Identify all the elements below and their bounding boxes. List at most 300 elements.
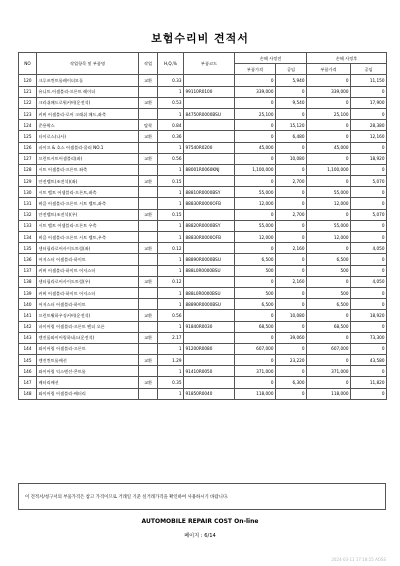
- row-work: 교환: [139, 332, 158, 343]
- row-part-price-before: 55,000: [235, 187, 276, 198]
- row-part-price-after: 45,000: [307, 142, 351, 153]
- row-no: 126: [19, 142, 37, 153]
- row-part-price-before: 0: [235, 131, 276, 142]
- row-part-price-before: 0: [235, 310, 276, 321]
- row-labor-after: 0: [351, 343, 387, 354]
- row-labor-before: 0: [276, 388, 307, 399]
- row-work: 교환: [139, 75, 158, 86]
- row-part-price-before: 371,000: [235, 366, 276, 377]
- table-row: [19, 254, 387, 265]
- header-part-price-before: 부품가격: [235, 64, 276, 75]
- row-hq: 1: [158, 187, 184, 198]
- row-part-price-before: 0: [235, 276, 276, 287]
- row-part-price-after: 0: [307, 120, 351, 131]
- row-part-price-after: 500: [307, 287, 351, 298]
- row-part-code: 91410R0050: [184, 366, 235, 377]
- row-no: 140: [19, 299, 37, 310]
- row-work: 교환: [139, 209, 158, 220]
- row-work: [139, 388, 158, 399]
- row-part-code: [184, 310, 235, 321]
- row-hq: 0.84: [158, 120, 184, 131]
- row-labor-after: 0: [351, 198, 387, 209]
- row-work: [139, 142, 158, 153]
- row-item: 유니트.어셈블리-프론트 레이더: [37, 86, 139, 97]
- row-item: 와이어링 어셈블리-배터리: [37, 388, 139, 399]
- row-part-code: 84750R0000BSU: [184, 108, 235, 119]
- row-part-code: [184, 276, 235, 287]
- row-labor-after: 0: [351, 388, 387, 399]
- row-hq: 0.53: [158, 97, 184, 108]
- row-labor-before: 0: [276, 287, 307, 298]
- row-labor-after: 0: [351, 164, 387, 175]
- row-item: 와이어링 익스텐션-콘트롤: [37, 366, 139, 377]
- row-labor-after: 17,900: [351, 97, 387, 108]
- row-labor-after: 4,050: [351, 243, 387, 254]
- row-part-code: 99110R0100: [184, 86, 235, 97]
- row-part-code: 91850R0040: [184, 388, 235, 399]
- document-title: 보험수리비 견적서: [151, 32, 249, 45]
- header-part-code: 부품코드: [184, 53, 235, 75]
- header-no: NO: [19, 53, 37, 75]
- row-item: 프런트시트어셈블리(좌): [37, 153, 139, 164]
- row-part-price-after: 55,000: [307, 220, 351, 231]
- row-part-price-after: 500: [307, 265, 351, 276]
- table-row: [19, 97, 387, 108]
- row-item: 엔진컨트롤배선: [37, 355, 139, 366]
- row-item: 준용왁스: [37, 120, 139, 131]
- row-item: 시트 어셈블리-프론트 좌측: [37, 164, 139, 175]
- header-before-assessment: 손해 사정전: [235, 53, 307, 64]
- row-no: 128: [19, 164, 37, 175]
- row-hq: 1.29: [158, 355, 184, 366]
- row-part-code: 91840R0030: [184, 321, 235, 332]
- table-body: [19, 75, 387, 399]
- row-part-price-before: 25,100: [235, 108, 276, 119]
- row-part-code: [184, 120, 235, 131]
- table-row: [19, 276, 387, 287]
- table-row: [19, 332, 387, 343]
- row-labor-after: 11,820: [351, 377, 387, 388]
- row-no: 139: [19, 287, 37, 298]
- row-part-code: [184, 97, 235, 108]
- row-part-price-after: 0: [307, 153, 351, 164]
- row-work: 교환: [139, 97, 158, 108]
- row-part-price-after: 0: [307, 209, 351, 220]
- row-part-price-after: 118,000: [307, 388, 351, 399]
- row-labor-before: 2,700: [276, 209, 307, 220]
- row-part-code: 888L0R0000BSU: [184, 287, 235, 298]
- row-work: 교환: [139, 176, 158, 187]
- row-work: 교환: [139, 310, 158, 321]
- row-work: 교환: [139, 153, 158, 164]
- row-no: 147: [19, 377, 37, 388]
- row-part-price-before: 68,500: [235, 321, 276, 332]
- row-part-price-before: 0: [235, 377, 276, 388]
- row-labor-after: 43,580: [351, 355, 387, 366]
- row-item: 프런트휠하우징커버(운전석): [37, 310, 139, 321]
- row-labor-before: 9,540: [276, 97, 307, 108]
- row-labor-after: 0: [351, 366, 387, 377]
- row-labor-before: 5,940: [276, 75, 307, 86]
- row-hq: 1: [158, 388, 184, 399]
- row-hq: 1: [158, 142, 184, 153]
- row-part-price-after: 0: [307, 243, 351, 254]
- row-labor-before: 15,120: [276, 120, 307, 131]
- row-part-code: 88001R0060KNJ: [184, 164, 235, 175]
- row-work: [139, 254, 158, 265]
- row-part-price-after: 55,000: [307, 187, 351, 198]
- table-row: [19, 176, 387, 187]
- header-labor-after: 공임: [351, 64, 387, 75]
- row-labor-after: 0: [351, 220, 387, 231]
- table-row: [19, 287, 387, 298]
- row-part-code: [184, 176, 235, 187]
- row-item: 크라쉬패드로워커버(운전석): [37, 97, 139, 108]
- table-row: [19, 108, 387, 119]
- row-work: [139, 287, 158, 298]
- row-part-price-before: 607,000: [235, 343, 276, 354]
- row-labor-before: 0: [276, 187, 307, 198]
- table-row: [19, 321, 387, 332]
- row-hq: 1: [158, 254, 184, 265]
- row-no: 120: [19, 75, 37, 86]
- row-work: [139, 86, 158, 97]
- row-labor-after: 4,050: [351, 276, 387, 287]
- row-labor-after: 0: [351, 287, 387, 298]
- row-part-code: 88820R0000BSY: [184, 220, 235, 231]
- row-part-price-after: 0: [307, 97, 351, 108]
- row-work: [139, 366, 158, 377]
- row-item: 버클 어셈블리-프론트 시트 벨트,우측: [37, 232, 139, 243]
- row-work: [139, 187, 158, 198]
- row-hq: 1: [158, 232, 184, 243]
- row-part-price-before: 500: [235, 265, 276, 276]
- row-hq: 0.12: [158, 243, 184, 254]
- row-part-code: 91200R0080: [184, 343, 235, 354]
- row-no: 136: [19, 254, 37, 265]
- row-labor-after: 5,070: [351, 176, 387, 187]
- row-item: 안전벨트(조전석)(우): [37, 209, 139, 220]
- row-work: 교환: [139, 377, 158, 388]
- row-hq: 0.15: [158, 209, 184, 220]
- header-labor-before: 공임: [276, 64, 307, 75]
- row-hq: 1: [158, 265, 184, 276]
- header-after-assessment: 손해 사정후: [307, 53, 387, 64]
- row-no: 130: [19, 187, 37, 198]
- row-part-price-after: 0: [307, 355, 351, 366]
- row-part-price-after: 0: [307, 176, 351, 187]
- row-work: [139, 198, 158, 209]
- row-labor-after: 0: [351, 321, 387, 332]
- table-row: [19, 388, 387, 399]
- row-labor-after: 5,070: [351, 209, 387, 220]
- row-labor-after: 18,920: [351, 310, 387, 321]
- row-part-price-after: 0: [307, 332, 351, 343]
- row-no: 125: [19, 131, 37, 142]
- row-part-code: [184, 131, 235, 142]
- row-part-price-before: 0: [235, 332, 276, 343]
- row-part-price-after: 371,000: [307, 366, 351, 377]
- table-row: [19, 142, 387, 153]
- row-part-price-before: 55,000: [235, 220, 276, 231]
- table-row: [19, 377, 387, 388]
- row-work: [139, 299, 158, 310]
- row-labor-before: 0: [276, 232, 307, 243]
- row-no: 143: [19, 332, 37, 343]
- row-item: 타이로스(나사): [37, 131, 139, 142]
- row-item: 시트 벨트 어셈블리-프론트 우측: [37, 220, 139, 231]
- row-labor-before: 23,220: [276, 355, 307, 366]
- row-no: 132: [19, 209, 37, 220]
- table-row: [19, 299, 387, 310]
- row-labor-before: 2,160: [276, 276, 307, 287]
- row-part-price-after: 12,000: [307, 198, 351, 209]
- row-labor-after: 0: [351, 265, 387, 276]
- row-hq: 1: [158, 108, 184, 119]
- row-hq: 0.15: [158, 176, 184, 187]
- row-part-code: [184, 332, 235, 343]
- header-hq: H,Q,%: [158, 53, 184, 75]
- row-part-price-before: 0: [235, 97, 276, 108]
- page-number: 페이지 : 6/14: [184, 533, 216, 539]
- row-labor-before: 0: [276, 299, 307, 310]
- row-item: 센터필라로어사이드트림(좌): [37, 243, 139, 254]
- row-hq: 0.56: [158, 153, 184, 164]
- row-hq: 0.33: [158, 75, 184, 86]
- row-part-price-before: 45,000: [235, 142, 276, 153]
- row-no: 142: [19, 321, 37, 332]
- row-no: 148: [19, 388, 37, 399]
- header-item: 작업항목 및 부품명: [37, 53, 139, 75]
- row-labor-after: 0: [351, 142, 387, 153]
- header-work: 작업: [139, 53, 158, 75]
- row-item: 파이어링 어셈블리-프론트 펜더 오른: [37, 321, 139, 332]
- row-labor-before: 6,300: [276, 377, 307, 388]
- row-part-code: 88830R0000OFB: [184, 232, 235, 243]
- row-part-code: 888L0R0000BSU: [184, 265, 235, 276]
- row-part-price-after: 339,000: [307, 86, 351, 97]
- table-row: [19, 232, 387, 243]
- row-labor-before: 2,160: [276, 243, 307, 254]
- row-labor-before: 0: [276, 220, 307, 231]
- row-labor-before: 0: [276, 321, 307, 332]
- row-item: 와이어링 어셈블리-프론트: [37, 343, 139, 354]
- row-hq: 1: [158, 198, 184, 209]
- row-item: 어저스터 어셈블리-하이트: [37, 299, 139, 310]
- row-work: 탈착: [139, 120, 158, 131]
- footer-note: 이 견적서/청구서의 부품가격은 참고 가격이므로 거래일 기준 실거래가격을 확인하여 사용하시기 바랍니다.: [18, 483, 386, 510]
- row-item: 커버 어셈블리-로어 크래쉬 패드,좌측: [37, 108, 139, 119]
- row-labor-before: 0: [276, 198, 307, 209]
- row-no: 127: [19, 153, 37, 164]
- row-work: [139, 164, 158, 175]
- row-part-price-after: 607,000: [307, 343, 351, 354]
- row-part-price-after: 0: [307, 75, 351, 86]
- row-hq: 0.56: [158, 310, 184, 321]
- row-hq: 2.17: [158, 332, 184, 343]
- table-row: [19, 164, 387, 175]
- row-no: 144: [19, 343, 37, 354]
- row-part-code: [184, 75, 235, 86]
- row-part-code: [184, 355, 235, 366]
- row-hq: 1: [158, 343, 184, 354]
- table-row: [19, 209, 387, 220]
- table-row: [19, 243, 387, 254]
- row-labor-after: 12,160: [351, 131, 387, 142]
- row-no: 145: [19, 355, 37, 366]
- row-part-price-after: 1,100,000: [307, 164, 351, 175]
- row-hq: 0.35: [158, 377, 184, 388]
- row-hq: 1: [158, 86, 184, 97]
- row-labor-after: 0: [351, 254, 387, 265]
- row-part-code: [184, 243, 235, 254]
- row-work: 교환: [139, 243, 158, 254]
- row-part-price-before: 0: [235, 153, 276, 164]
- row-item: 커버 어셈블리-하이트 어저스터: [37, 265, 139, 276]
- row-labor-before: 2,700: [276, 176, 307, 187]
- row-part-price-before: 12,000: [235, 232, 276, 243]
- row-part-price-after: 0: [307, 310, 351, 321]
- row-no: 135: [19, 243, 37, 254]
- row-part-code: [184, 209, 235, 220]
- row-item: 어저스터 어셈블리-하이트: [37, 254, 139, 265]
- row-part-price-after: 0: [307, 276, 351, 287]
- header-part-price-after: 부품가격: [307, 64, 351, 75]
- row-hq: 1: [158, 164, 184, 175]
- table-row: [19, 355, 387, 366]
- row-work: 교환: [139, 355, 158, 366]
- row-item: 배터리배선: [37, 377, 139, 388]
- row-hq: 1: [158, 299, 184, 310]
- row-hq: 0.12: [158, 276, 184, 287]
- row-part-code: 88810R0000BSY: [184, 187, 235, 198]
- row-part-price-after: 0: [307, 377, 351, 388]
- brand-name: AUTOMOBILE REPAIR COST On-line: [141, 518, 259, 525]
- table-row: [19, 120, 387, 131]
- row-no: 134: [19, 232, 37, 243]
- row-work: [139, 321, 158, 332]
- row-part-price-after: 6,500: [307, 254, 351, 265]
- row-hq: 1: [158, 220, 184, 231]
- row-labor-after: 0: [351, 187, 387, 198]
- row-part-price-after: 12,000: [307, 232, 351, 243]
- table-row: [19, 265, 387, 276]
- row-part-price-before: 500: [235, 287, 276, 298]
- row-labor-before: 0: [276, 164, 307, 175]
- row-work: [139, 232, 158, 243]
- table-row: [19, 187, 387, 198]
- row-labor-after: 0: [351, 232, 387, 243]
- row-hq: 1: [158, 321, 184, 332]
- table-row: [19, 220, 387, 231]
- row-part-price-before: 339,000: [235, 86, 276, 97]
- row-no: 138: [19, 276, 37, 287]
- row-no: 123: [19, 108, 37, 119]
- row-no: 131: [19, 198, 37, 209]
- row-part-price-before: 6,500: [235, 254, 276, 265]
- row-labor-before: 0: [276, 343, 307, 354]
- row-part-price-before: 0: [235, 355, 276, 366]
- row-labor-after: 18,920: [351, 153, 387, 164]
- row-labor-before: 0: [276, 366, 307, 377]
- estimate-table: [18, 52, 387, 400]
- row-work: 교환: [139, 131, 158, 142]
- row-part-price-before: 12,000: [235, 198, 276, 209]
- table-row: [19, 131, 387, 142]
- row-no: 129: [19, 176, 37, 187]
- row-part-code: 88830R0000OFB: [184, 198, 235, 209]
- row-part-code: [184, 377, 235, 388]
- row-work: [139, 220, 158, 231]
- row-no: 133: [19, 220, 37, 231]
- row-item: 엔진룸와이어링하네스(운전석): [37, 332, 139, 343]
- row-labor-before: 0: [276, 254, 307, 265]
- row-part-price-after: 68,500: [307, 321, 351, 332]
- row-no: 137: [19, 265, 37, 276]
- row-labor-before: 10,080: [276, 153, 307, 164]
- row-labor-before: 0: [276, 86, 307, 97]
- row-part-code: 97540R0200: [184, 142, 235, 153]
- row-part-price-before: 0: [235, 209, 276, 220]
- row-no: 146: [19, 366, 37, 377]
- row-part-price-after: 25,100: [307, 108, 351, 119]
- row-labor-after: 0: [351, 299, 387, 310]
- table-row: [19, 310, 387, 321]
- row-labor-after: 0: [351, 108, 387, 119]
- row-hq: 1: [158, 287, 184, 298]
- table-row: [19, 198, 387, 209]
- row-part-price-after: 6,500: [307, 299, 351, 310]
- print-timestamp: 2024-03-11 17:18:15 AOSS: [331, 557, 386, 562]
- row-item: 시트 벨트 어셈블리-프론트,좌측: [37, 187, 139, 198]
- row-item: 크루즈컨트롤레이더모듈: [37, 75, 139, 86]
- row-item: 커버 어셈블리-하이트 어저스터: [37, 287, 139, 298]
- row-item: 버클 어셈블리-프론트 시트 벨트,좌측: [37, 198, 139, 209]
- row-no: 124: [19, 120, 37, 131]
- row-work: [139, 108, 158, 119]
- row-labor-after: 28,380: [351, 120, 387, 131]
- row-part-price-before: 0: [235, 243, 276, 254]
- row-item: 안전벨트(조전석)(좌): [37, 176, 139, 187]
- row-part-price-before: 0: [235, 120, 276, 131]
- row-labor-before: 0: [276, 142, 307, 153]
- row-item: 파이프 & 호스 어셈블리-쿨러 NO.1: [37, 142, 139, 153]
- table-row: [19, 153, 387, 164]
- row-part-price-before: 0: [235, 75, 276, 86]
- row-hq: 1: [158, 366, 184, 377]
- row-part-price-before: 1,100,000: [235, 164, 276, 175]
- row-work: [139, 265, 158, 276]
- row-labor-before: 6,480: [276, 131, 307, 142]
- row-no: 141: [19, 310, 37, 321]
- table-row: [19, 86, 387, 97]
- table-row: [19, 75, 387, 86]
- row-labor-after: 73,300: [351, 332, 387, 343]
- row-part-price-after: 0: [307, 131, 351, 142]
- row-part-price-before: 118,000: [235, 388, 276, 399]
- row-labor-after: 11,150: [351, 75, 387, 86]
- row-part-price-before: 6,500: [235, 299, 276, 310]
- row-part-code: 88890R0000BSU: [184, 254, 235, 265]
- table-row: [19, 366, 387, 377]
- row-labor-before: 39,060: [276, 332, 307, 343]
- row-hq: 0.36: [158, 131, 184, 142]
- row-work: [139, 343, 158, 354]
- row-part-code: 88890R0000BSU: [184, 299, 235, 310]
- row-work: 교환: [139, 276, 158, 287]
- row-item: 센터필라로어사이드트림(우): [37, 276, 139, 287]
- row-labor-before: 0: [276, 108, 307, 119]
